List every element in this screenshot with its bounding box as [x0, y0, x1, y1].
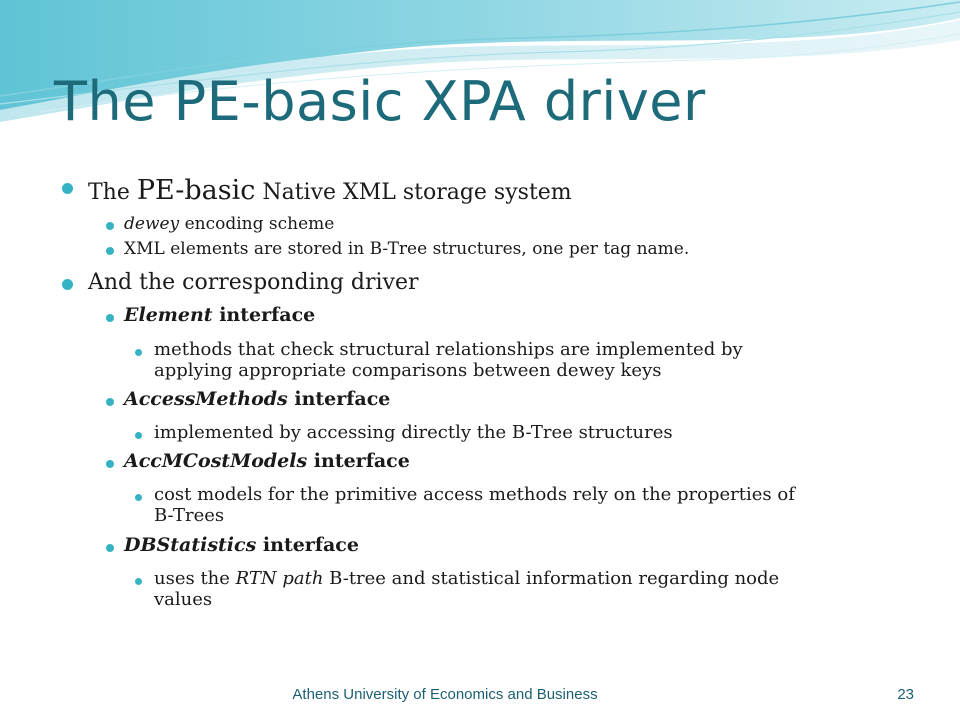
- bullet-dot-icon: [135, 432, 142, 439]
- bullet-dot-icon: [106, 460, 114, 468]
- dewey-term: dewey: [124, 214, 180, 234]
- bullet-dot-icon: [62, 279, 73, 290]
- bullet-dot-icon: [62, 183, 73, 194]
- sub-bullet-btree: [124, 239, 689, 259]
- bullet-dot-icon: [135, 494, 142, 501]
- detail-prefix: uses the: [154, 568, 236, 589]
- sub-bullet-accessmethods-interface: [124, 388, 390, 410]
- bullet-dot-icon: [135, 349, 142, 356]
- interface-label: interface: [307, 450, 410, 472]
- interface-name: DBStatistics: [124, 534, 257, 556]
- bullet-text: And the corresponding driver: [88, 270, 419, 295]
- sub-bullet-text: encoding scheme: [179, 214, 335, 234]
- sub-bullet-text: XML elements are stored in B-Tree structures, one per tag name.: [124, 239, 690, 259]
- slide-footer: Athens University of Economics and Business: [292, 686, 598, 703]
- interface-label: interface: [212, 304, 316, 326]
- detail-line: values: [154, 589, 213, 610]
- detail-line: methods that check structural relationships are implemented by: [154, 339, 743, 360]
- rtn-path-term: RTN path: [235, 568, 324, 589]
- sub-bullet-dewey: [124, 214, 334, 234]
- detail-line: B-Trees: [154, 505, 225, 526]
- interface-name: AccMCostModels: [124, 450, 308, 472]
- detail-line: [154, 568, 779, 589]
- sub-bullet-element-interface: [124, 304, 315, 326]
- interface-name: AccessMethods: [124, 388, 288, 410]
- bullet-driver: [88, 270, 419, 295]
- slide-title: The PE-basic XPA driver: [54, 70, 706, 133]
- bullet-dot-icon: [135, 578, 142, 585]
- pe-basic-highlight: PE-basic: [136, 175, 256, 206]
- bullet-dot-icon: [106, 247, 114, 255]
- bullet-dot-icon: [106, 544, 114, 552]
- detail-line: cost models for the primitive access methods rely on the properties of: [154, 484, 795, 505]
- page-number: 23: [897, 686, 914, 703]
- detail-line: implemented by accessing directly the B-Tree structures: [154, 422, 673, 443]
- detail-suffix: B-tree and statistical information regarding node: [323, 568, 780, 589]
- bullet-dot-icon: [106, 398, 114, 406]
- interface-label: interface: [287, 388, 391, 410]
- bullet-dot-icon: [106, 314, 114, 322]
- interface-label: interface: [256, 534, 359, 556]
- bullet-storage-system: [88, 175, 572, 206]
- bullet-prefix: The: [88, 180, 137, 205]
- interface-name: Element: [124, 304, 213, 326]
- sub-bullet-dbstatistics-interface: [124, 534, 359, 556]
- sub-bullet-accmcostmodels-interface: [124, 450, 410, 472]
- bullet-suffix: Native XML storage system: [255, 180, 572, 205]
- detail-line: applying appropriate comparisons between dewey keys: [154, 360, 662, 381]
- bullet-dot-icon: [106, 222, 114, 230]
